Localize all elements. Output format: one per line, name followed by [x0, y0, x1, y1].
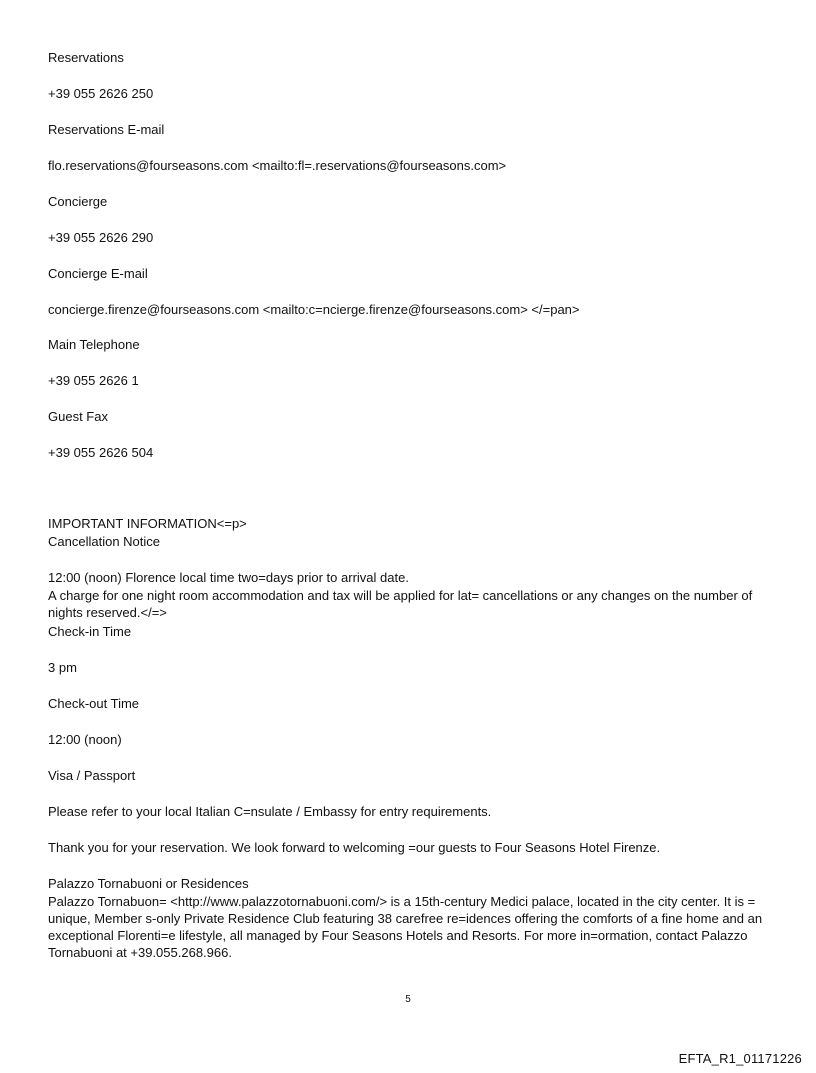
- page-number: 5: [405, 994, 411, 1005]
- cancellation-label: Cancellation Notice: [48, 534, 161, 549]
- cancellation-charge: A charge for one night room accommodation and tax will be applied for lat= cancellations or any changes on the number of nights reserved.</=>: [48, 588, 753, 620]
- reservations-email: flo.reservations@fourseasons.com <mailto:fl=.reservations@fourseasons.com>: [48, 158, 507, 173]
- visa-label: Visa / Passport: [48, 768, 136, 783]
- important-heading: IMPORTANT INFORMATION<=p>: [48, 516, 247, 531]
- main-telephone: +39 055 2626 1: [48, 373, 139, 388]
- cancellation-deadline: 12:00 (noon) Florence local time two=days prior to arrival date.: [48, 570, 409, 585]
- checkout-value: 12:00 (noon): [48, 732, 122, 747]
- checkin-value: 3 pm: [48, 660, 77, 675]
- reservations-email-label: Reservations E-mail: [48, 122, 165, 137]
- checkin-label: Check-in Time: [48, 624, 132, 639]
- guest-fax: +39 055 2626 504: [48, 445, 154, 460]
- checkout-label: Check-out Time: [48, 696, 140, 711]
- concierge-email: concierge.firenze@fourseasons.com <mailto:c=ncierge.firenze@fourseasons.com> </=pan>: [48, 302, 580, 317]
- document-id-stamp: EFTA_R1_01171226: [678, 1051, 802, 1066]
- palazzo-title: Palazzo Tornabuoni or Residences: [48, 876, 249, 891]
- palazzo-body: Palazzo Tornabuon= <http://www.palazzotornabuoni.com/> is a 15th-century Medici palace, located in the city center. It is = unique, Member s-only Private Residence Club featuring 38 carefree re=idences offering the comforts of a fine home and an exceptional Florenti=e lifestyle, all managed by Four Seasons Hotels and Resorts. For more in=ormation, contact Palazzo Tornabuoni at +39.055.268.966.: [48, 894, 763, 960]
- guest-fax-label: Guest Fax: [48, 409, 108, 424]
- main-telephone-label: Main Telephone: [48, 337, 140, 352]
- reservations-label: Reservations: [48, 50, 124, 65]
- concierge-email-label: Concierge E-mail: [48, 266, 148, 281]
- visa-text: Please refer to your local Italian C=nsulate / Embassy for entry requirements.: [48, 804, 492, 819]
- reservations-phone: +39 055 2626 250: [48, 86, 154, 101]
- thanks-text: Thank you for your reservation. We look forward to welcoming =our guests to Four Seasons Hotel Firenze.: [48, 840, 661, 855]
- concierge-label: Concierge: [48, 194, 108, 209]
- concierge-phone: +39 055 2626 290: [48, 230, 154, 245]
